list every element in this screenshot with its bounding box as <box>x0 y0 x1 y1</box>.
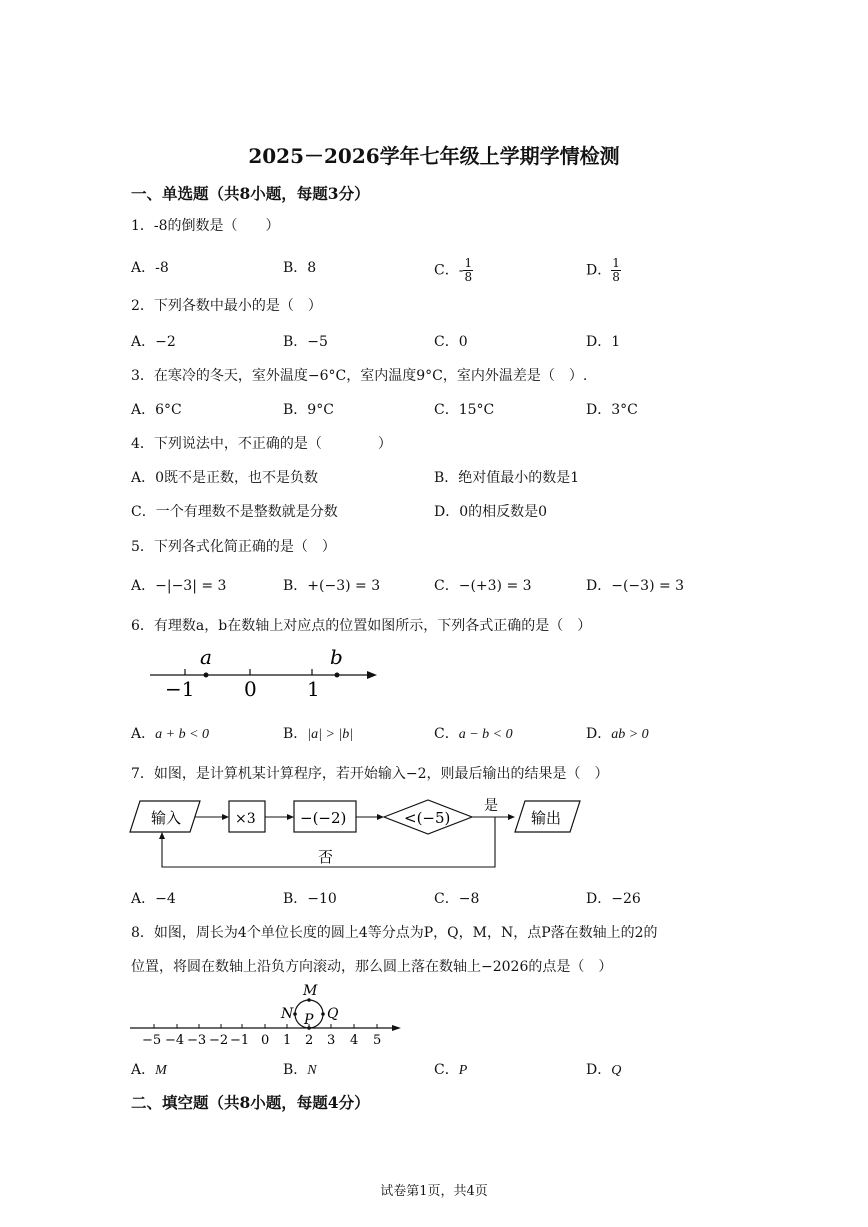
q2-option-c: C．0 <box>434 334 468 350</box>
option-label: C． <box>434 726 459 742</box>
option-formula: a + b < 0 <box>155 727 210 742</box>
arrow-head <box>222 814 229 820</box>
q5-option-c <box>434 575 532 595</box>
question-8-stem-line2: 位置，将圆在数轴上沿负方向滚动，那么圆上落在数轴上−2026的点是（ ） <box>131 959 613 975</box>
q1-option-c-fraction <box>463 257 473 284</box>
q2-option-a: A．−2 <box>131 334 176 350</box>
option-formula: −(+3) = 3 <box>458 578 532 594</box>
page-title: 2025－2026学年七年级上学期学情检测 <box>248 144 620 168</box>
point-q <box>321 1012 325 1016</box>
q7-option-d: D．−26 <box>586 891 641 907</box>
q7-option-a: A．−4 <box>131 891 176 907</box>
q6-option-c <box>434 723 513 743</box>
option-label: C． <box>434 578 459 594</box>
q2-option-b: B．−5 <box>283 334 328 350</box>
tick-label: 0 <box>244 677 257 701</box>
fraction-numerator: 1 <box>464 256 473 270</box>
q6-option-b <box>283 723 353 743</box>
output-label: 输出 <box>531 809 562 827</box>
q3-option-d: D．3°C <box>586 402 638 418</box>
tick-label: 2 <box>305 1033 314 1048</box>
option-label: B． <box>283 1062 308 1078</box>
q8-option-d <box>586 1059 621 1079</box>
q4-option-d: D．0的相反数是0 <box>434 504 548 520</box>
axis-arrow <box>367 671 377 679</box>
question-4-stem: 4．下列说法中，不正确的是（ ） <box>131 436 392 452</box>
q1-option-d-label: D． <box>586 262 612 279</box>
option-value: N <box>307 1063 317 1078</box>
section-heading-fill-in: 二、填空题（共8小题，每题4分） <box>131 1093 370 1112</box>
label-p: P <box>304 1012 314 1028</box>
fraction-denominator: 8 <box>612 270 620 284</box>
q1-option-d <box>586 257 621 284</box>
option-label: B． <box>283 578 308 594</box>
arrow-head <box>287 814 294 820</box>
option-formula: |a| > |b| <box>307 727 354 742</box>
tick-label: 4 <box>350 1033 359 1048</box>
question-6-stem: 6．有理数a，b在数轴上对应点的位置如图所示，下列各式正确的是（ ） <box>131 618 592 634</box>
page-footer: 试卷第1页，共4页 <box>380 1184 488 1199</box>
option-formula: ab > 0 <box>611 727 649 742</box>
question-5-stem: 5．下列各式化简正确的是（ ） <box>131 539 336 555</box>
yes-label: 是 <box>484 798 498 814</box>
multiply-label: ×3 <box>235 811 256 827</box>
flowchart-figure-q7 <box>128 792 588 872</box>
q5-option-a <box>131 575 226 595</box>
fraction-denominator: 8 <box>464 270 473 284</box>
question-2-stem: 2．下列各数中最小的是（ ） <box>131 298 322 314</box>
option-label: D． <box>586 578 612 594</box>
q6-option-d <box>586 723 649 743</box>
q4-option-c: C．一个有理数不是整数就是分数 <box>131 504 338 520</box>
tick-label: −5 <box>142 1033 162 1048</box>
condition-label: <(−5) <box>404 809 451 827</box>
tick-label: 1 <box>283 1033 292 1048</box>
label-m: M <box>303 983 318 999</box>
option-formula: −(−3) = 3 <box>611 578 685 594</box>
tick-labels <box>142 1033 381 1048</box>
q1-option-c <box>434 257 473 284</box>
option-label: A． <box>131 1062 156 1078</box>
q4-option-b: B．绝对值最小的数是1 <box>434 470 580 486</box>
input-label: 输入 <box>151 809 182 827</box>
tick-label: −3 <box>187 1033 207 1048</box>
option-label: A． <box>131 726 156 742</box>
q8-option-c <box>434 1059 467 1079</box>
tick-label: 3 <box>327 1033 336 1048</box>
option-formula: a − b < 0 <box>458 727 513 742</box>
option-label: C． <box>434 1062 459 1078</box>
option-label: D． <box>586 726 612 742</box>
option-value: M <box>155 1063 167 1078</box>
option-label: B． <box>283 726 308 742</box>
tick-label: −2 <box>209 1033 229 1048</box>
tick-label: 0 <box>261 1033 270 1048</box>
q3-option-a: A．6°C <box>131 402 182 418</box>
option-formula: +(−3) = 3 <box>307 578 381 594</box>
option-formula: −|−3| = 3 <box>155 578 227 594</box>
q8-option-b <box>283 1059 317 1079</box>
tick-label: −4 <box>165 1033 185 1048</box>
question-3-stem: 3．在寒冷的冬天，室外温度−6°C，室内温度9°C，室内外温差是（ ）. <box>131 368 588 384</box>
q3-option-b: B．9°C <box>283 402 334 418</box>
tick-label: 1 <box>307 677 320 701</box>
tick-label: −1 <box>165 677 195 701</box>
q7-option-b: B．−10 <box>283 891 337 907</box>
tick-label: −1 <box>230 1033 250 1048</box>
q1-option-b: B．8 <box>283 260 317 276</box>
q1-option-d-fraction <box>611 257 621 284</box>
tick-label: 5 <box>373 1033 382 1048</box>
q3-option-c: C．15°C <box>434 402 495 418</box>
arrow-head <box>508 814 515 820</box>
option-value: P <box>458 1063 468 1078</box>
question-1-stem: 1．-8的倒数是（ ） <box>131 218 280 234</box>
axis-arrow <box>392 1025 401 1031</box>
point-b <box>335 673 340 678</box>
section-heading-choice: 一、单选题（共8小题，每题3分） <box>131 184 370 203</box>
q8-option-a <box>131 1059 167 1079</box>
point-a <box>204 673 209 678</box>
q7-option-c: C．−8 <box>434 891 480 907</box>
point-a-label: a <box>200 645 212 669</box>
option-label: D． <box>586 1062 612 1078</box>
q5-option-b <box>283 575 380 595</box>
q1-option-a: A．-8 <box>131 260 169 276</box>
subtract-label: −(−2) <box>300 809 347 827</box>
arrow-head <box>159 832 165 839</box>
q4-option-a: A．0既不是正数，也不是负数 <box>131 470 319 486</box>
option-label: A． <box>131 578 156 594</box>
q1-option-c-label: C．- <box>434 262 464 279</box>
q5-option-d <box>586 575 684 595</box>
point-b-label: b <box>330 645 343 669</box>
fraction-numerator: 1 <box>612 256 620 270</box>
no-label: 否 <box>318 848 334 866</box>
option-value: Q <box>611 1063 622 1078</box>
rolling-circle-figure-q8 <box>128 980 408 1048</box>
question-8-stem-line1: 8．如图，周长为4个单位长度的圆上4等分点为P，Q，M，N，点P落在数轴上的2的 <box>131 925 658 941</box>
number-line-figure-q6 <box>145 642 385 702</box>
q6-option-a <box>131 723 209 743</box>
question-7-stem: 7．如图，是计算机某计算程序，若开始输入−2，则最后输出的结果是（ ） <box>131 766 609 782</box>
point-n <box>293 1012 297 1016</box>
label-n: N <box>281 1006 294 1022</box>
label-q: Q <box>327 1006 339 1022</box>
q2-option-d: D．1 <box>586 334 621 350</box>
